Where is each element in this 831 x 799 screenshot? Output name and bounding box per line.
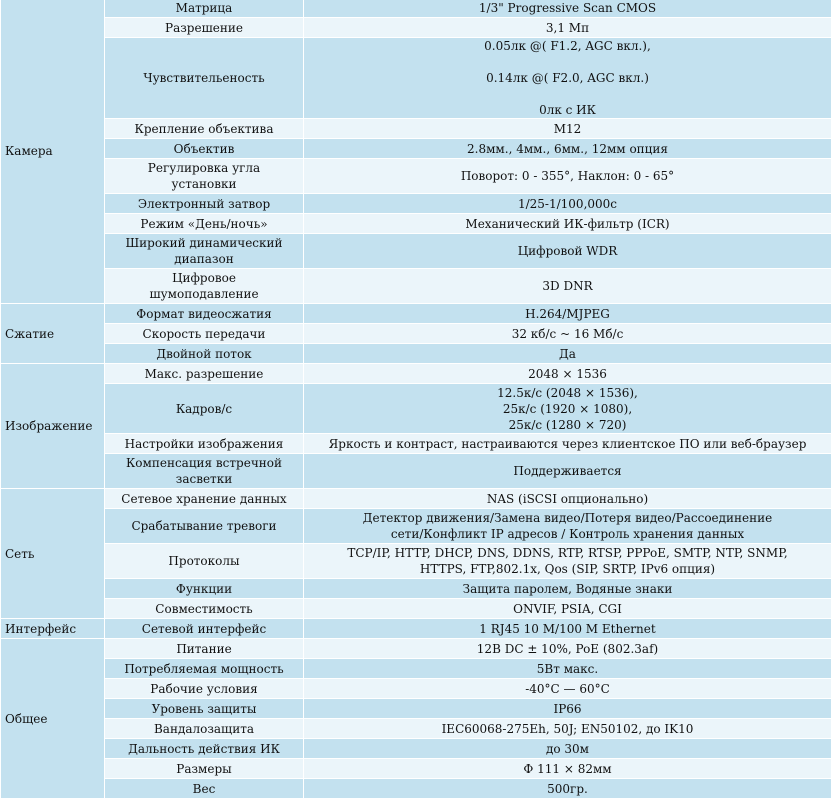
param-line: Рабочие условия (150, 681, 258, 696)
value-line: Механический ИК-фильтр (ICR) (465, 216, 670, 231)
spec-row (1, 544, 831, 579)
value-line: H.264/MJPEG (525, 306, 610, 321)
spec-row (1, 489, 831, 509)
param-line: Дальность действия ИК (128, 741, 280, 756)
value-line: 32 кб/с ~ 16 Мб/с (511, 326, 624, 341)
value-line: IEC60068-275Eh, 50J; EN50102, до IK10 (441, 721, 694, 736)
spec-row (1, 119, 831, 139)
param-value (304, 599, 831, 619)
param-line: Двойной поток (156, 346, 252, 361)
section-label: Общее (1, 639, 105, 799)
param-line: Настройки изображения (124, 436, 284, 451)
param-name (105, 194, 304, 214)
param-name (105, 214, 304, 234)
param-value (304, 489, 831, 509)
param-value (304, 304, 831, 324)
param-value (304, 38, 831, 119)
param-name (105, 269, 304, 304)
spec-row (1, 699, 831, 719)
spec-row (1, 38, 831, 119)
param-line: диапазон (174, 252, 234, 266)
param-value (304, 509, 831, 544)
param-line: Совместимость (155, 601, 253, 616)
param-value (304, 139, 831, 159)
value-line: Защита паролем, Водяные знаки (462, 581, 673, 596)
value-line: HTTPS, FTP,802.1x, Qos (SIP, SRTP, IPv6 опция) (419, 562, 716, 576)
value-line: TCP/IP, HTTP, DHCP, DNS, DDNS, RTP, RTSP, PPPoE, SMTP, NTP, SNMP, (347, 546, 788, 560)
spec-table-body (1, 0, 831, 799)
param-line: Чувствительеность (143, 71, 265, 85)
param-line: Сетевой интерфейс (141, 621, 267, 636)
spec-row (1, 759, 831, 779)
param-line: Питание (176, 641, 232, 656)
param-line: Протоколы (168, 554, 240, 568)
spec-row (1, 434, 831, 454)
spec-row (1, 234, 831, 269)
spec-row (1, 194, 831, 214)
param-value (304, 324, 831, 344)
section-label: Сеть (1, 489, 105, 619)
spec-row (1, 739, 831, 759)
param-value (304, 759, 831, 779)
param-line: Разрешение (165, 20, 243, 35)
spec-row (1, 18, 831, 38)
value-line: 3,1 Мп (545, 20, 590, 35)
param-name (105, 454, 304, 489)
value-line: 25к/с (1920 × 1080), (502, 401, 633, 416)
value-line: 1/3" Progressive Scan CMOS (478, 0, 657, 15)
spec-row (1, 364, 831, 384)
param-name (105, 344, 304, 364)
param-value (304, 269, 831, 304)
value-line: NAS (iSCSI опционально) (486, 491, 649, 506)
spec-row (1, 599, 831, 619)
param-name (105, 544, 304, 579)
param-name (105, 719, 304, 739)
spec-row (1, 0, 831, 18)
value-line: 0лк с ИК (539, 103, 596, 117)
spec-row (1, 579, 831, 599)
param-name (105, 489, 304, 509)
param-name (105, 759, 304, 779)
param-value (304, 544, 831, 579)
value-line: 0.14лк @( F2.0, AGC вкл.) (486, 71, 649, 85)
param-name (105, 384, 304, 434)
spec-row (1, 214, 831, 234)
param-line: Функции (175, 581, 233, 596)
value-line: 1 RJ45 10 M/100 M Ethernet (479, 621, 656, 636)
param-line: Сетевое хранение данных (121, 491, 287, 506)
section-label: Изображение (1, 364, 105, 489)
param-name (105, 304, 304, 324)
param-name (105, 324, 304, 344)
spec-row (1, 619, 831, 639)
param-line: установки (171, 177, 237, 191)
param-name (105, 364, 304, 384)
param-line: Скорость передачи (142, 326, 266, 341)
value-line: IP66 (553, 701, 582, 716)
param-name (105, 779, 304, 799)
param-value (304, 159, 831, 194)
param-line: Регулировка угла (147, 161, 261, 175)
value-line: до 30м (545, 741, 590, 756)
param-value (304, 234, 831, 269)
param-value (304, 344, 831, 364)
param-value (304, 119, 831, 139)
value-line: Да (559, 346, 576, 361)
param-line: шумоподавление (149, 287, 259, 301)
value-line: Поддерживается (513, 464, 622, 478)
param-name (105, 639, 304, 659)
spec-row (1, 269, 831, 304)
value-line: ONVIF, PSIA, CGI (513, 601, 622, 616)
param-value (304, 719, 831, 739)
value-line (308, 86, 827, 102)
param-line: Широкий динамический (125, 236, 283, 250)
value-line: 2.8мм., 4мм., 6мм., 12мм опция (467, 141, 668, 156)
spec-row (1, 304, 831, 324)
param-line: засветки (175, 472, 233, 486)
spec-row (1, 384, 831, 434)
param-value (304, 0, 831, 18)
param-name (105, 599, 304, 619)
param-value (304, 364, 831, 384)
section-label: Интерфейс (1, 619, 105, 639)
param-name (105, 38, 304, 119)
value-line: 5Вт макс. (536, 661, 599, 676)
value-line: сети/Конфликт IP адресов / Контроль хранения данных (390, 527, 745, 541)
value-line: Поворот: 0 - 355°, Наклон: 0 - 65° (460, 169, 675, 183)
param-name (105, 679, 304, 699)
param-line: Крепление объектива (134, 121, 274, 136)
value-line: Цифровой WDR (517, 244, 618, 258)
param-line: Объектив (173, 141, 235, 156)
spec-row (1, 324, 831, 344)
param-value (304, 579, 831, 599)
param-line: Уровень защиты (151, 701, 257, 716)
param-line: Цифровое (172, 271, 236, 285)
param-value (304, 779, 831, 799)
value-line: 2048 × 1536 (528, 366, 607, 381)
param-line: Компенсация встречной (126, 456, 282, 470)
section-label: Сжатие (1, 304, 105, 364)
value-line: 12.5к/с (2048 × 1536), (497, 385, 638, 400)
param-value (304, 194, 831, 214)
param-line: Режим «День/ночь» (140, 216, 268, 231)
param-name (105, 619, 304, 639)
param-name (105, 159, 304, 194)
param-name (105, 0, 304, 18)
param-line: Матрица (175, 0, 233, 15)
spec-row (1, 159, 831, 194)
param-value (304, 699, 831, 719)
param-value (304, 434, 831, 454)
spec-row (1, 679, 831, 699)
param-name (105, 739, 304, 759)
param-line: Макс. разрешение (144, 366, 264, 381)
param-name (105, 434, 304, 454)
param-value (304, 639, 831, 659)
param-value (304, 619, 831, 639)
param-name (105, 139, 304, 159)
param-line: Размеры (176, 761, 232, 776)
param-name (105, 579, 304, 599)
param-line: Потребляемая мощность (124, 661, 284, 676)
param-line: Вес (192, 781, 216, 796)
param-value (304, 454, 831, 489)
value-line: Детектор движения/Замена видео/Потеря видео/Рассоединение (362, 511, 773, 525)
section-label: Камера (1, 0, 105, 304)
param-line: Электронный затвор (137, 196, 271, 211)
value-line: Яркость и контраст, настраиваются через клиентское ПО или веб-браузер (328, 436, 807, 451)
value-line: M12 (553, 121, 582, 136)
param-name (105, 234, 304, 269)
param-name (105, 699, 304, 719)
spec-row (1, 639, 831, 659)
value-line: 500гр. (547, 781, 588, 796)
param-value (304, 384, 831, 434)
param-value (304, 679, 831, 699)
param-name (105, 509, 304, 544)
param-value (304, 214, 831, 234)
spec-row (1, 719, 831, 739)
param-line: Формат видеосжатия (136, 306, 272, 321)
spec-row (1, 509, 831, 544)
param-name (105, 119, 304, 139)
param-value (304, 18, 831, 38)
param-value (304, 739, 831, 759)
param-line: Срабатывание тревоги (131, 519, 277, 533)
spec-row (1, 454, 831, 489)
value-line: Ф 111 × 82мм (523, 761, 612, 776)
spec-row (1, 344, 831, 364)
value-line: 3D DNR (542, 279, 593, 293)
value-line: -40°C — 60°C (525, 681, 610, 696)
value-line: 1/25-1/100,000c (517, 196, 618, 211)
value-line (308, 54, 827, 70)
param-line: Вандалозащита (153, 721, 254, 736)
value-line: 25к/с (1280 × 720) (508, 417, 627, 432)
spec-row (1, 659, 831, 679)
param-name (105, 18, 304, 38)
param-value (304, 659, 831, 679)
spec-row (1, 779, 831, 799)
spec-row (1, 139, 831, 159)
param-name (105, 659, 304, 679)
param-line: Кадров/с (175, 401, 233, 416)
value-line: 0.05лк @( F1.2, AGC вкл.), (484, 39, 651, 53)
value-line: 12В DC ± 10%, PoE (802.3af) (476, 641, 659, 656)
